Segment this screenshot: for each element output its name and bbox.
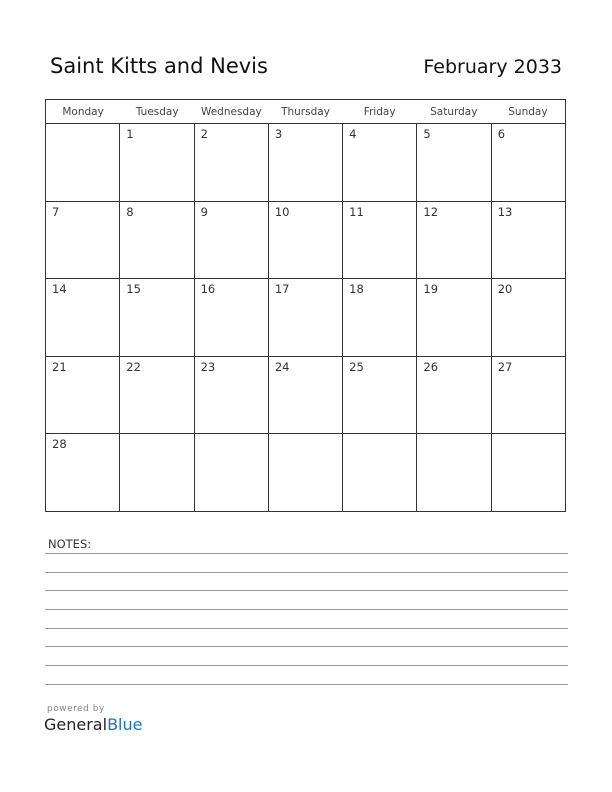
day-number: 28	[52, 437, 67, 452]
weeks-container	[46, 124, 565, 511]
day-cell	[417, 434, 491, 511]
day-cell	[417, 202, 491, 279]
day-cell	[46, 202, 120, 279]
weekday-wednesday: Wednesday	[200, 106, 262, 118]
day-cell	[46, 434, 120, 511]
day-number: 27	[497, 359, 513, 374]
day-number: 21	[52, 359, 67, 374]
day-cell	[120, 357, 194, 434]
page-title: Saint Kitts and Nevis	[50, 54, 268, 78]
brand-logo	[44, 704, 142, 734]
weekday-tuesday: Tuesday	[135, 106, 179, 118]
day-cell	[269, 357, 343, 434]
day-number: 13	[497, 204, 513, 219]
day-number: 16	[200, 282, 216, 297]
day-number: 25	[349, 359, 364, 374]
day-cell	[417, 124, 491, 201]
day-cell	[417, 357, 491, 434]
day-number: 19	[423, 282, 439, 297]
day-cell	[343, 357, 417, 434]
day-cell	[492, 279, 565, 356]
day-cell	[269, 434, 343, 511]
note-line	[45, 553, 568, 554]
day-cell	[269, 202, 343, 279]
week-row	[46, 434, 565, 511]
calendar-grid	[45, 99, 566, 512]
note-line	[45, 646, 568, 647]
month-title: February 2033	[423, 56, 562, 78]
powered-by-text: powered by	[47, 704, 105, 714]
note-line	[45, 628, 568, 629]
day-number: 10	[274, 204, 290, 219]
day-number: 11	[349, 204, 364, 219]
weekday-saturday: Saturday	[430, 106, 478, 118]
day-number: 8	[126, 204, 134, 219]
note-line	[45, 665, 568, 666]
week-row	[46, 202, 565, 280]
day-number: 12	[423, 204, 439, 219]
note-line	[45, 684, 568, 685]
day-cell	[120, 202, 194, 279]
day-number: 9	[200, 204, 208, 219]
day-cell	[269, 124, 343, 201]
day-cell	[195, 279, 269, 356]
day-cell	[46, 124, 120, 201]
brand-name	[44, 715, 142, 734]
day-number: 7	[52, 204, 60, 219]
day-number: 14	[52, 282, 67, 297]
day-number: 1	[126, 127, 134, 141]
week-row	[46, 124, 565, 202]
weekday-monday: Monday	[62, 106, 104, 118]
day-cell	[195, 124, 269, 201]
day-number: 5	[423, 127, 431, 141]
weekday-sunday: Sunday	[508, 106, 548, 118]
day-cell	[120, 124, 194, 201]
brand-blue-text: Blue	[107, 715, 143, 734]
day-number: 17	[274, 282, 290, 297]
day-cell	[343, 279, 417, 356]
brand-general-text: General	[44, 715, 108, 734]
day-number: 26	[423, 359, 439, 374]
week-row	[46, 279, 565, 357]
day-cell	[195, 434, 269, 511]
day-number: 3	[274, 127, 283, 141]
day-cell	[195, 357, 269, 434]
day-cell	[343, 434, 417, 511]
day-cell	[492, 434, 565, 511]
day-cell	[195, 202, 269, 279]
day-number: 24	[274, 359, 290, 374]
day-number: 20	[497, 282, 513, 297]
day-cell	[120, 279, 194, 356]
weekday-thursday: Thursday	[281, 106, 330, 118]
day-cell	[417, 279, 491, 356]
day-number: 6	[497, 127, 506, 141]
day-cell	[269, 279, 343, 356]
day-cell	[492, 357, 565, 434]
day-number: 22	[126, 359, 141, 374]
day-number: 4	[349, 127, 357, 141]
day-cell	[46, 279, 120, 356]
day-cell	[492, 202, 565, 279]
day-cell	[343, 202, 417, 279]
day-cell	[120, 434, 194, 511]
weekday-friday: Friday	[363, 106, 396, 118]
week-row	[46, 357, 565, 435]
day-number: 23	[200, 359, 216, 374]
note-line	[45, 590, 568, 591]
day-number: 15	[126, 282, 141, 297]
day-number: 2	[200, 127, 208, 141]
weekday-header-row	[46, 100, 565, 124]
notes-label: NOTES:	[48, 537, 92, 551]
day-number: 18	[349, 282, 364, 297]
day-cell	[343, 124, 417, 201]
day-cell	[492, 124, 565, 201]
note-line	[45, 609, 568, 610]
note-line	[45, 572, 568, 573]
day-cell	[46, 357, 120, 434]
